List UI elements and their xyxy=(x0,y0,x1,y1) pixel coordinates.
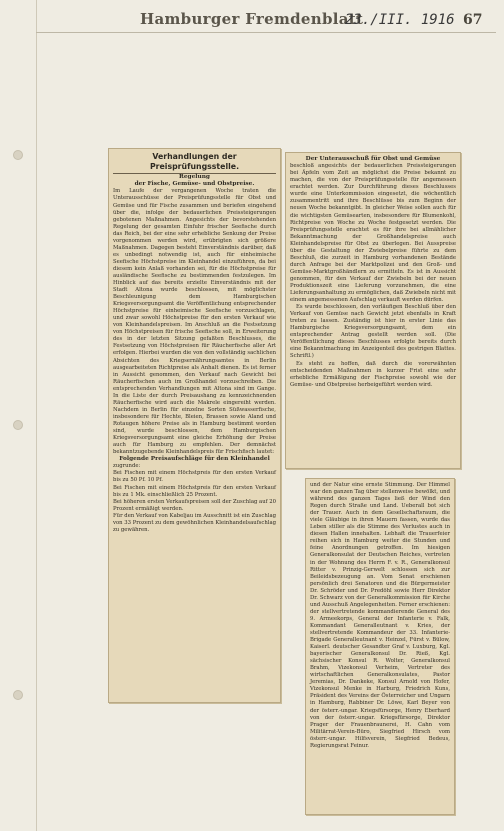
article-body: beschloß angesichts der bedauerlichen Preissteigerungen bei Äpfeln vom Zeit an möglichst die Preise bekannt zu machen, die von der Preisprüfungsstelle für angemessen erachtet werden. Zur Durchführung dieses Beschlusses wurde eine Unterkommission eingesetzt, die wöchentlich zusammentritt und ihre Beschlüsse bis zum Beginn der neuen Woche bekanntgibt. In gleicher Weise sollen auch für die wichtigsten Gemüsearten, insbesondere für Blumenkohl, Richtpreise von Woche zu Woche festgesetzt werden. Die Preisprüfungsstelle erachtet es für ihre bei allmählicher Bekanntmachung der Großhandelspreise auch Kleinhandelspreise für Obst zu überlegen. Bei Ausspreise über die Gestaltung der Zwiebelpreise führte zu dem Beschluß, die zurzeit in Hamburg vorhandenen Bestände durch Anfrage bei der Marktpolizei und den Groß- und Gemüse-Marktgroßhändlern zu ermitteln. Es ist in Aussicht genommen, für den Verkauf der Zwiebeln bei der neuen Produktionszeit eine Lieferung vorzunehmen, die eine Lieferungsanhaltung zu ermöglichen, daß Zwiebeln nicht mit einem angemessenen Aufschlag verkauft werden dürfen. xyxy=(290,163,456,304)
list-item: Bei Fischen mit einem Höchstpreis für den ersten Verkauf bis zu 50 Pf. 10 Pf. xyxy=(113,470,276,484)
punch-hole-icon xyxy=(13,150,23,160)
article-subtitle: der Fische, Gemüse- und Obstpreise. xyxy=(134,181,255,188)
list-item: Bei Fischen mit einem Höchstpreis für den ersten Verkauf bis zu 1 Mk. einschließlich 25 Prozent. xyxy=(113,484,276,498)
article-body: Im Laufe der vergangenen Woche traten die Unterausschüsse der Preisprüfungsstelle für Obst und Gemüse und für Fische zusammen und beriefen eingehend über die, infolge der bedauerlichen Preissteigerungen gebotenen Maßnahmen. Angesichts der bevorstehenden Regelung der gesamten Einfuhr frischer Seefische durch das Reich, bei der eine sehr erhebliche Senkung der Preise vorgenommen werden wird, erübrigten sich größere Maßnahmen. Dagegen besteht Einverständnis darüber, daß es unbedingt notwendig ist, auch für einheimische Seefische Höchstpreise im Kleinhandel einzuführen, da bei diesem kein Anlaß vorhanden sei, für die Höchstpreise für ausländische Seefische zu bestimmenden festzulegen. Im Hinblick auf das bereits erzielte Einverständnis mit der Stadt Altona wurde beschlossen, mit möglichster Beschleunigung dem Hamburgischen Kriegsversorgungsamt die Veröffentlichung entsprechender Höchstpreise für einheimische Seefische vorzuschlagen, und zwar sowohl Höchstpreise für den ersten Verkauf wie von Kleinhandelspreisen. Im Anschluß an die Festsetzung von Höchstpreisen für frische Seefische soll, in Erweiterung des in der letzten Sitzung gefaßten Beschlusses, die Festsetzung von Höchstpreisen für Räucherfische aller Art erfolgen. Hierbei wurden die von den vollständig sachlichen Absichten des Kriegsernährungsamtes in Berlin ausgearbeiteten Richtpreise als Anhalt dienen. Es ist ferner in Aussicht genommen, den Verkauf nach Gewicht bei Räucherfischen auch im Großhandel vorzuschreiben. Die entsprechenden Verhandlungen mit Altona sind im Gange. In die Liste der durch Preisaushang zu kennzeichnenden Räucherfische wird auch die Makrele eingereiht werden. Nachdem in Berlin für einzelne Sorten Süßwasserfische, insbesondere für Hechte, Bleien, Brassen sowie Aland und Rotaugen höhere Preise als in Hamburg bestimmt worden sind, wurde beschlossen, dem Hamburgischen Kriegsversorgungsamt eine gleiche Erhöhung der Preise auch für Hamburg zu empfehlen. Der demnächst bekanntzugebende Kleinhandelspreis für Frischfisch lautet: xyxy=(113,188,276,456)
list-intro: zugrunde: xyxy=(113,463,141,470)
masthead: Hamburger Fremdenblatt xyxy=(140,10,364,28)
list-item: Bei höheren ersten Verkaufspreisen soll der Zuschlag auf 20 Prozent ermäßigt werden. xyxy=(113,498,277,512)
punch-hole-icon xyxy=(13,420,23,430)
article-title: Verhandlungen der Preisprüfungsstelle. xyxy=(113,152,276,174)
punch-hole-icon xyxy=(13,690,23,700)
article-body: Es steht zu hoffen, daß durch die vorerwähnten entscheidenden Maßnahmen in kurzer Frist eine sehr erhebliche Ermäßigung der Fischpreise sowohl wie der Gemüse- und Obstpreise herbeigeführt werden wird. xyxy=(290,360,456,388)
article-body: und der Natur eine ernste Stimmung. Der Himmel war den ganzen Tag über stellenweise bewölkt, und während des ganzen Tages ließ der Wind den Regen durch Straße und Land. Ueberall bot sich der Trauer. Auch in dem Gesellschaftsraum, die viele Gläubige in ihren Mauern fassen, wurde das Leben stiller als die Stimme des Verlustes auch in diesen Hallen innehalten. Lebhaft die Trauerfeier reihen sich in Hamburg weiter die Stunden und feine Anordnungen getroffen. Im hiesigen Generalkonsulat der Deutschen Reiches, vertreten in der Wohnung des Herrn F. v. R., Generalkonsul Ritter v. Prinzig-Gerwelt schlossen sich zur Beileidsbezeugung an. Vom Senat erschienen persönlich drei Senatoren und die Bürgermeister Dr. Schröder und Dr. Predöhl sowie Herr Direktor Dr. Schwarz von der Generalkommission für Kirche und Ausschuß Angelegenheiten. Ferner erschienen: der stellvertretende kommandierende General des 9. Armeekorps, General der Infanterie v. Falk, Kommandant Generalleutnant v. Kries, der stellvertretende Kommandeur der 33. Infanterie-Brigade Generalleutnant v. Heinzel, Fürst v. Bülow, Kaiserl. deutscher Gesandter Graf v. Luxburg, Kgl. bayerischer Generalkonsul Dr. Rieß, Kgl. sächsischer Konsul R. Wolter, Generalkonsul Brahm, Vizekonsul Verheim, Vertreter des wirtschaftlichen Generalkonsulates, Pastor Jeremias, Dr. Dankeke, Konsul Arnold von Hofer, Vizekonsul Menke in Harburg, Friedrich Kuns, Präsident des Vereins der Österreicher und Ungarn in Hamburg, Rabbiner Dr. Löwe, Karl Beyer von der österr.-ungar. Kriegsfürsorge, Henry Eberhard von der österr.-ungar. Kriegsfürsorge, Direktor Prager der Frauenbraunerei, H. Cahn vom Militärrat-Verein-Büro, Siegfried Hirsch vom österr.-ungar. Hilfsverein, Siegfried Bedeus, Regierungsrat Feinur. xyxy=(310,482,450,749)
handwritten-date: 23./III. 1916 xyxy=(345,12,455,28)
article-subtitle: Regelung xyxy=(179,174,210,180)
clipping-price-commission xyxy=(108,148,281,703)
page-number: 67 xyxy=(463,12,483,28)
article-body: Es wurde beschlossen, den vorläufigen Beschluß über den Verkauf von Gemüse nach Gewicht jetzt ebenfalls in Kraft treten zu lassen. Zuständig ist hier in erster Linie das Hamburgische Kriegsversorgungsamt, dem ein entsprechender Antrag gestellt werden soll. (Die Veröffentlichung dieses Beschlusses erfolgte bereits durch eine Bekanntmachung im Anzeigenteil des gestrigen Blattes. Schriftl.) xyxy=(290,304,456,360)
header-rule xyxy=(36,32,496,33)
clipping-memorial xyxy=(305,478,455,815)
list-heading: Folgende Preisaufschläge für den Kleinhandel xyxy=(119,456,270,463)
margin-rule xyxy=(36,0,37,831)
article-closing: Für den Verkauf von Kabeljau im Ausschnitt ist ein Zuschlag von 33 Prozent zu dem gewöhnlichen Kleinhandelsaufschlag zu gewähren. xyxy=(113,512,276,533)
article-title: Der Unterausschuß für Obst und Gemüse xyxy=(305,156,441,162)
clipping-fruit-vegetables xyxy=(285,152,461,469)
